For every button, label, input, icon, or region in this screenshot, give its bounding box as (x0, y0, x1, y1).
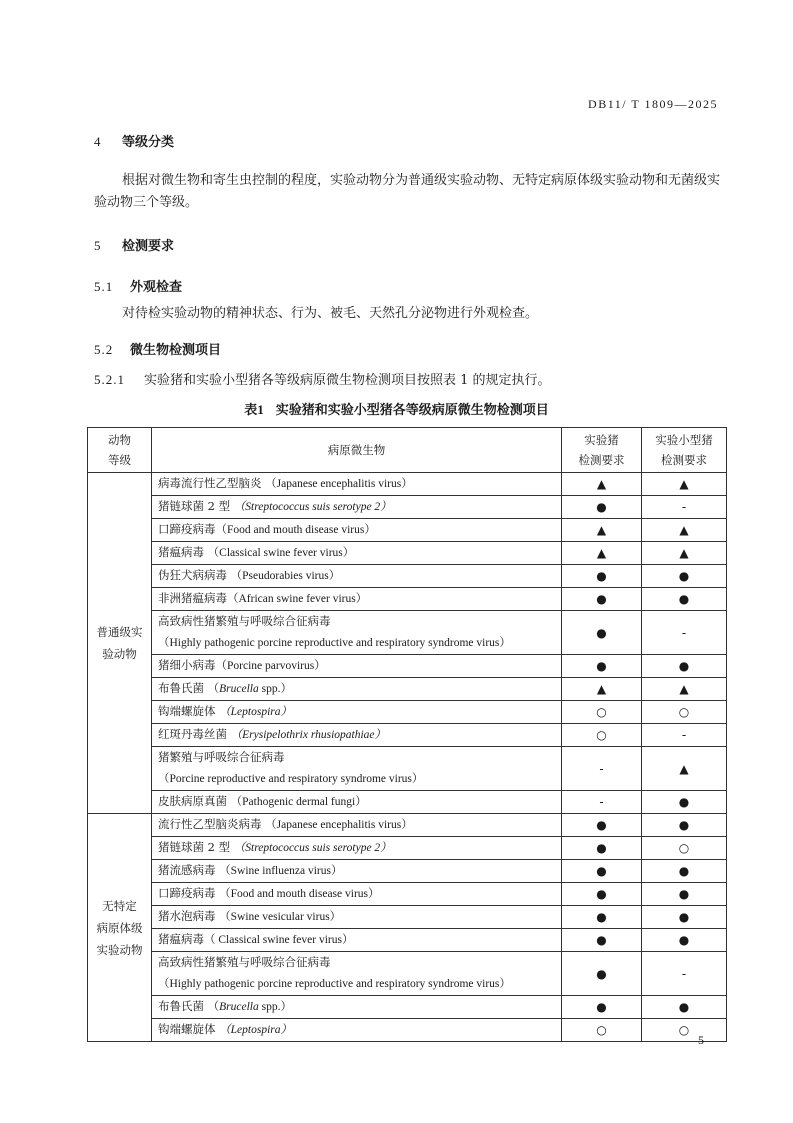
pig-requirement: ● (562, 952, 642, 996)
page-number: 5 (698, 1033, 704, 1047)
pathogen-en-name: （Food and mouth disease virus） (219, 888, 380, 900)
pathogen-cell (152, 542, 562, 565)
pathogen-cell (152, 473, 562, 496)
pig-requirement: ● (562, 565, 642, 588)
pathogen-cell (152, 519, 562, 542)
pathogen-cell (152, 837, 562, 860)
minipig-requirement: ● (642, 996, 727, 1019)
pathogen-en-name: （Japanese encephalitis virus） (265, 819, 413, 831)
pathogen-cn-name: 高致病性猪繁殖与呼吸综合征病毒 (158, 614, 331, 628)
pathogen-en-name: （Porcine parvovirus） (215, 660, 326, 672)
header-grade: 动物 等级 (88, 428, 152, 473)
pathogen-table (87, 427, 727, 1042)
pig-requirement: ● (562, 929, 642, 952)
grade-cell (88, 814, 152, 1042)
pig-requirement: ○ (562, 701, 642, 724)
pathogen-cell (152, 701, 562, 724)
table-row (88, 724, 727, 747)
pathogen-cell (152, 565, 562, 588)
pathogen-cn-name: 猪流感病毒 (158, 863, 220, 877)
pathogen-en-name: （Swine vesicular virus） (219, 911, 342, 923)
table-body (88, 473, 727, 1042)
minipig-requirement: ● (642, 860, 727, 883)
pathogen-cell (152, 655, 562, 678)
pig-requirement: ● (562, 860, 642, 883)
section-number: 4 (94, 134, 102, 149)
section-title: 检测要求 (122, 239, 175, 254)
minipig-requirement: - (642, 496, 727, 519)
section-4-paragraph: 根据对微生物和寄生虫控制的程度，实验动物分为普通级实验动物、无特定病原体级实验动物和无菌级实验动物三个等级。 (94, 173, 721, 210)
minipig-requirement: - (642, 724, 727, 747)
pathogen-cn-name: 高致病性猪繁殖与呼吸综合征病毒 (158, 955, 331, 969)
table-row (88, 906, 727, 929)
pathogen-cell (152, 747, 562, 791)
pig-requirement: ▲ (562, 473, 642, 496)
pig-requirement: ● (562, 496, 642, 519)
pig-requirement: ○ (562, 724, 642, 747)
pathogen-cn-name: 猪细小病毒 (158, 658, 216, 672)
pig-requirement: ● (562, 883, 642, 906)
pathogen-cn-name: 钩端螺旋体 (158, 1022, 220, 1036)
grade-label-line: 实验动物 (96, 942, 143, 957)
table-caption (0, 399, 793, 418)
pathogen-cell (152, 883, 562, 906)
minipig-requirement: ● (642, 906, 727, 929)
pathogen-cell (152, 611, 562, 655)
standard-code: DB11/ T 1809—2025 (588, 97, 718, 111)
minipig-requirement: ▲ (642, 747, 727, 791)
pathogen-cell (152, 496, 562, 519)
pathogen-en-name: （Swine influenza virus） (219, 865, 343, 877)
pig-requirement: ▲ (562, 678, 642, 701)
header-pathogen: 病原微生物 (152, 428, 562, 473)
pathogen-en-name: （Streptococcus suis serotype 2） (233, 842, 392, 854)
grade-label-line: 验动物 (102, 647, 137, 661)
pathogen-cn-name: 猪繁殖与呼吸综合征病毒 (158, 750, 285, 764)
pathogen-en-name: （Classical swine fever virus） (207, 547, 355, 559)
section-title: 微生物检测项目 (130, 343, 222, 358)
minipig-requirement: ● (642, 565, 727, 588)
pathogen-cn-name: 病毒流行性乙型脑炎 (158, 476, 266, 490)
pathogen-cn-name: 猪水泡病毒 (158, 909, 220, 923)
section-number: 5 (94, 238, 102, 253)
section-4-heading (94, 131, 174, 150)
minipig-requirement: ▲ (642, 542, 727, 565)
section-5-2-heading (94, 339, 221, 358)
pathogen-cell (152, 860, 562, 883)
header-pig: 实验猪 检测要求 (562, 428, 642, 473)
minipig-requirement: ▲ (642, 678, 727, 701)
minipig-requirement: ● (642, 791, 727, 814)
minipig-requirement: ● (642, 588, 727, 611)
pathogen-cell (152, 791, 562, 814)
minipig-requirement: ● (642, 883, 727, 906)
pathogen-en-name: （Erysipelothrix rhusiopathiae） (230, 729, 387, 741)
section-title: 外观检查 (130, 280, 183, 295)
pig-requirement: ● (562, 611, 642, 655)
pig-requirement: ○ (562, 1019, 642, 1042)
table-header-row (88, 428, 727, 473)
table-row (88, 588, 727, 611)
table-title: 实验猪和实验小型猪各等级病原微生物检测项目 (275, 403, 549, 418)
pathogen-en-name: （African swine fever virus） (227, 593, 368, 605)
minipig-requirement: ○ (642, 701, 727, 724)
grade-label-line: 无特定 (102, 898, 137, 913)
pathogen-en-name: （Pathogenic dermal fungi） (230, 796, 367, 808)
table-row (88, 860, 727, 883)
pathogen-cell (152, 996, 562, 1019)
section-number: 5.2 (94, 342, 114, 357)
pathogen-en-name: （Streptococcus suis serotype 2） (233, 501, 392, 513)
pathogen-cn-name: 猪链球菌 2 型 (158, 840, 234, 854)
table-row (88, 611, 727, 655)
pathogen-en-name: （Pseudorabies virus） (230, 570, 341, 582)
pathogen-cell (152, 724, 562, 747)
minipig-requirement: ● (642, 655, 727, 678)
pig-requirement: ● (562, 906, 642, 929)
pathogen-cn-name: 口蹄疫病毒 (158, 522, 216, 536)
clause-number: 5.2.1 (94, 372, 125, 387)
table-row (88, 929, 727, 952)
table-row (88, 952, 727, 996)
pathogen-en-name: （Highly pathogenic porcine reproductive and respiratory syndrome virus） (158, 978, 511, 990)
pig-requirement: - (562, 791, 642, 814)
table-number: 表1 (244, 402, 264, 417)
pig-requirement: ● (562, 814, 642, 837)
pathogen-cn-name: 流行性乙型脑炎病毒 (158, 817, 266, 831)
table-row (88, 747, 727, 791)
pig-requirement: ● (562, 837, 642, 860)
pathogen-cn-name: 布鲁氏菌 (158, 999, 208, 1013)
table-row (88, 519, 727, 542)
pathogen-cn-name: 红斑丹毒丝菌 (158, 727, 231, 741)
pathogen-en-name: （Leptospira） (219, 706, 292, 718)
minipig-requirement: ▲ (642, 519, 727, 542)
table-row (88, 701, 727, 724)
table-row (88, 883, 727, 906)
clause-5-2-1 (94, 369, 551, 388)
pathogen-cell (152, 929, 562, 952)
pathogen-cell (152, 814, 562, 837)
pig-requirement: ● (562, 588, 642, 611)
pathogen-en-name: （Brucella spp.） (207, 1001, 292, 1013)
table-row (88, 473, 727, 496)
pathogen-cn-name: 口蹄疫病毒 (158, 886, 220, 900)
pathogen-cn-name: 猪瘟病毒 (158, 545, 208, 559)
pathogen-en-name: （Japanese encephalitis virus） (265, 478, 413, 490)
table-row (88, 814, 727, 837)
section-5-1-heading (94, 276, 182, 295)
table-row (88, 496, 727, 519)
table-row (88, 542, 727, 565)
pathogen-en-name: （Brucella spp.） (207, 683, 292, 695)
grade-label-line: 普通级实 (96, 625, 143, 639)
pathogen-cell (152, 588, 562, 611)
section-title: 等级分类 (122, 135, 175, 150)
table-row (88, 837, 727, 860)
table-row (88, 1019, 727, 1042)
pathogen-cn-name: 皮肤病原真菌 (158, 794, 231, 808)
pig-requirement: ● (562, 996, 642, 1019)
section-5-1-paragraph: 对待检实验动物的精神状态、行为、被毛、天然孔分泌物进行外观检查。 (122, 306, 539, 321)
pathogen-cell (152, 952, 562, 996)
pathogen-cell (152, 678, 562, 701)
table-row (88, 678, 727, 701)
grade-label-line: 病原体级 (96, 920, 143, 935)
pig-requirement: ▲ (562, 519, 642, 542)
pathogen-cn-name: 非洲猪瘟病毒 (158, 591, 227, 605)
minipig-requirement: ▲ (642, 473, 727, 496)
pathogen-cn-name: 猪瘟病毒 (158, 932, 204, 946)
grade-cell (88, 473, 152, 814)
minipig-requirement: ○ (642, 1019, 727, 1042)
table-row (88, 791, 727, 814)
pathogen-en-name: （Leptospira） (219, 1024, 292, 1036)
header-minipig: 实验小型猪 检测要求 (642, 428, 727, 473)
pig-requirement: ▲ (562, 542, 642, 565)
section-5-heading (94, 235, 174, 254)
section-number: 5.1 (94, 279, 114, 294)
pathogen-cn-name: 钩端螺旋体 (158, 704, 220, 718)
pathogen-cn-name: 猪链球菌 2 型 (158, 499, 234, 513)
pathogen-en-name: （Porcine reproductive and respiratory syndrome virus） (158, 773, 424, 785)
minipig-requirement: ● (642, 814, 727, 837)
pathogen-cn-name: 伪狂犬病病毒 (158, 568, 231, 582)
minipig-requirement: ○ (642, 837, 727, 860)
pig-requirement: ● (562, 655, 642, 678)
minipig-requirement: - (642, 611, 727, 655)
pig-requirement: - (562, 747, 642, 791)
pathogen-cell (152, 906, 562, 929)
pathogen-en-name: （ Classical swine fever virus） (204, 934, 354, 946)
table-row (88, 655, 727, 678)
table-row (88, 565, 727, 588)
minipig-requirement: ● (642, 929, 727, 952)
pathogen-en-name: （Highly pathogenic porcine reproductive and respiratory syndrome virus） (158, 637, 511, 649)
table-row (88, 996, 727, 1019)
clause-text: 实验猪和实验小型猪各等级病原微生物检测项目按照表 1 的规定执行。 (144, 373, 551, 388)
minipig-requirement: - (642, 952, 727, 996)
pathogen-cn-name: 布鲁氏菌 (158, 681, 208, 695)
pathogen-cell (152, 1019, 562, 1042)
pathogen-en-name: （Food and mouth disease virus） (215, 524, 376, 536)
